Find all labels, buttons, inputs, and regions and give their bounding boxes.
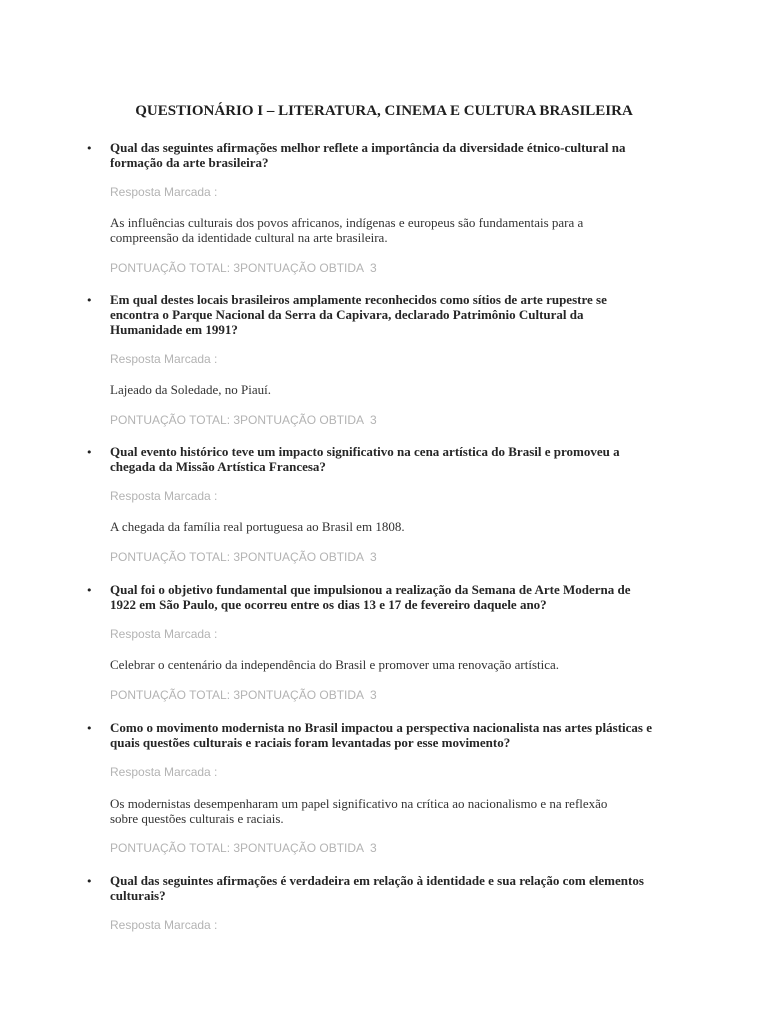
response-label: Resposta Marcada : xyxy=(110,765,218,779)
question-text: Em qual destes locais brasileiros amplamente reconhecidos como sítios de arte rupestre se encontra o Parque Nacional da Serra da Capivara, declarado Patrimônio Cultural da Humanidade em 1991? xyxy=(110,292,607,337)
answer-text: Os modernistas desempenharam um papel significativo na crítica ao nacionalismo e na reflexão sobre questões culturais e raciais. xyxy=(110,796,608,826)
document-title: QUESTIONÁRIO I – LITERATURA, CINEMA E CULTURA BRASILEIRA xyxy=(135,103,633,119)
score-text: PONTUAÇÃO TOTAL: 3PONTUAÇÃO OBTIDA 3 xyxy=(110,413,377,427)
bullet-icon: • xyxy=(86,142,93,155)
score-text: PONTUAÇÃO TOTAL: 3PONTUAÇÃO OBTIDA 3 xyxy=(110,550,377,564)
question-text: Qual das seguintes afirmações é verdadeira em relação à identidade e sua relação com elementos culturais? xyxy=(110,873,644,903)
response-label: Resposta Marcada : xyxy=(110,627,218,641)
answer-text: Celebrar o centenário da independência do Brasil e promover uma renovação artística. xyxy=(110,657,560,672)
answer-text: A chegada da família real portuguesa ao Brasil em 1808. xyxy=(110,519,405,534)
answer-text: Lajeado da Soledade, no Piauí. xyxy=(110,382,272,397)
response-label: Resposta Marcada : xyxy=(110,918,218,932)
score-text: PONTUAÇÃO TOTAL: 3PONTUAÇÃO OBTIDA 3 xyxy=(110,688,377,702)
answer-text: As influências culturais dos povos africanos, indígenas e europeus são fundamentais para a compreensão da identidade cultural na arte brasileira. xyxy=(110,215,584,245)
response-label: Resposta Marcada : xyxy=(110,352,218,366)
question-text: Qual foi o objetivo fundamental que impulsionou a realização da Semana de Arte Moderna de 1922 em São Paulo, que ocorreu entre os dias 13 e 17 de fevereiro daquele ano? xyxy=(110,582,631,612)
question-text: Qual das seguintes afirmações melhor reflete a importância da diversidade étnico-cultural na formação da arte brasileira? xyxy=(110,140,626,170)
bullet-icon: • xyxy=(86,294,93,307)
bullet-icon: • xyxy=(86,875,93,888)
question-text: Qual evento histórico teve um impacto significativo na cena artística do Brasil e promoveu a chegada da Missão Artística Francesa? xyxy=(110,444,620,474)
question-text: Como o movimento modernista no Brasil impactou a perspectiva nacionalista nas artes plásticas e quais questões culturais e raciais foram levantadas por esse movimento? xyxy=(110,720,653,750)
response-label: Resposta Marcada : xyxy=(110,489,218,503)
bullet-icon: • xyxy=(86,722,93,735)
bullet-icon: • xyxy=(86,446,93,459)
score-text: PONTUAÇÃO TOTAL: 3PONTUAÇÃO OBTIDA 3 xyxy=(110,261,377,275)
response-label: Resposta Marcada : xyxy=(110,185,218,199)
score-text: PONTUAÇÃO TOTAL: 3PONTUAÇÃO OBTIDA 3 xyxy=(110,841,377,855)
bullet-icon: • xyxy=(86,584,93,597)
